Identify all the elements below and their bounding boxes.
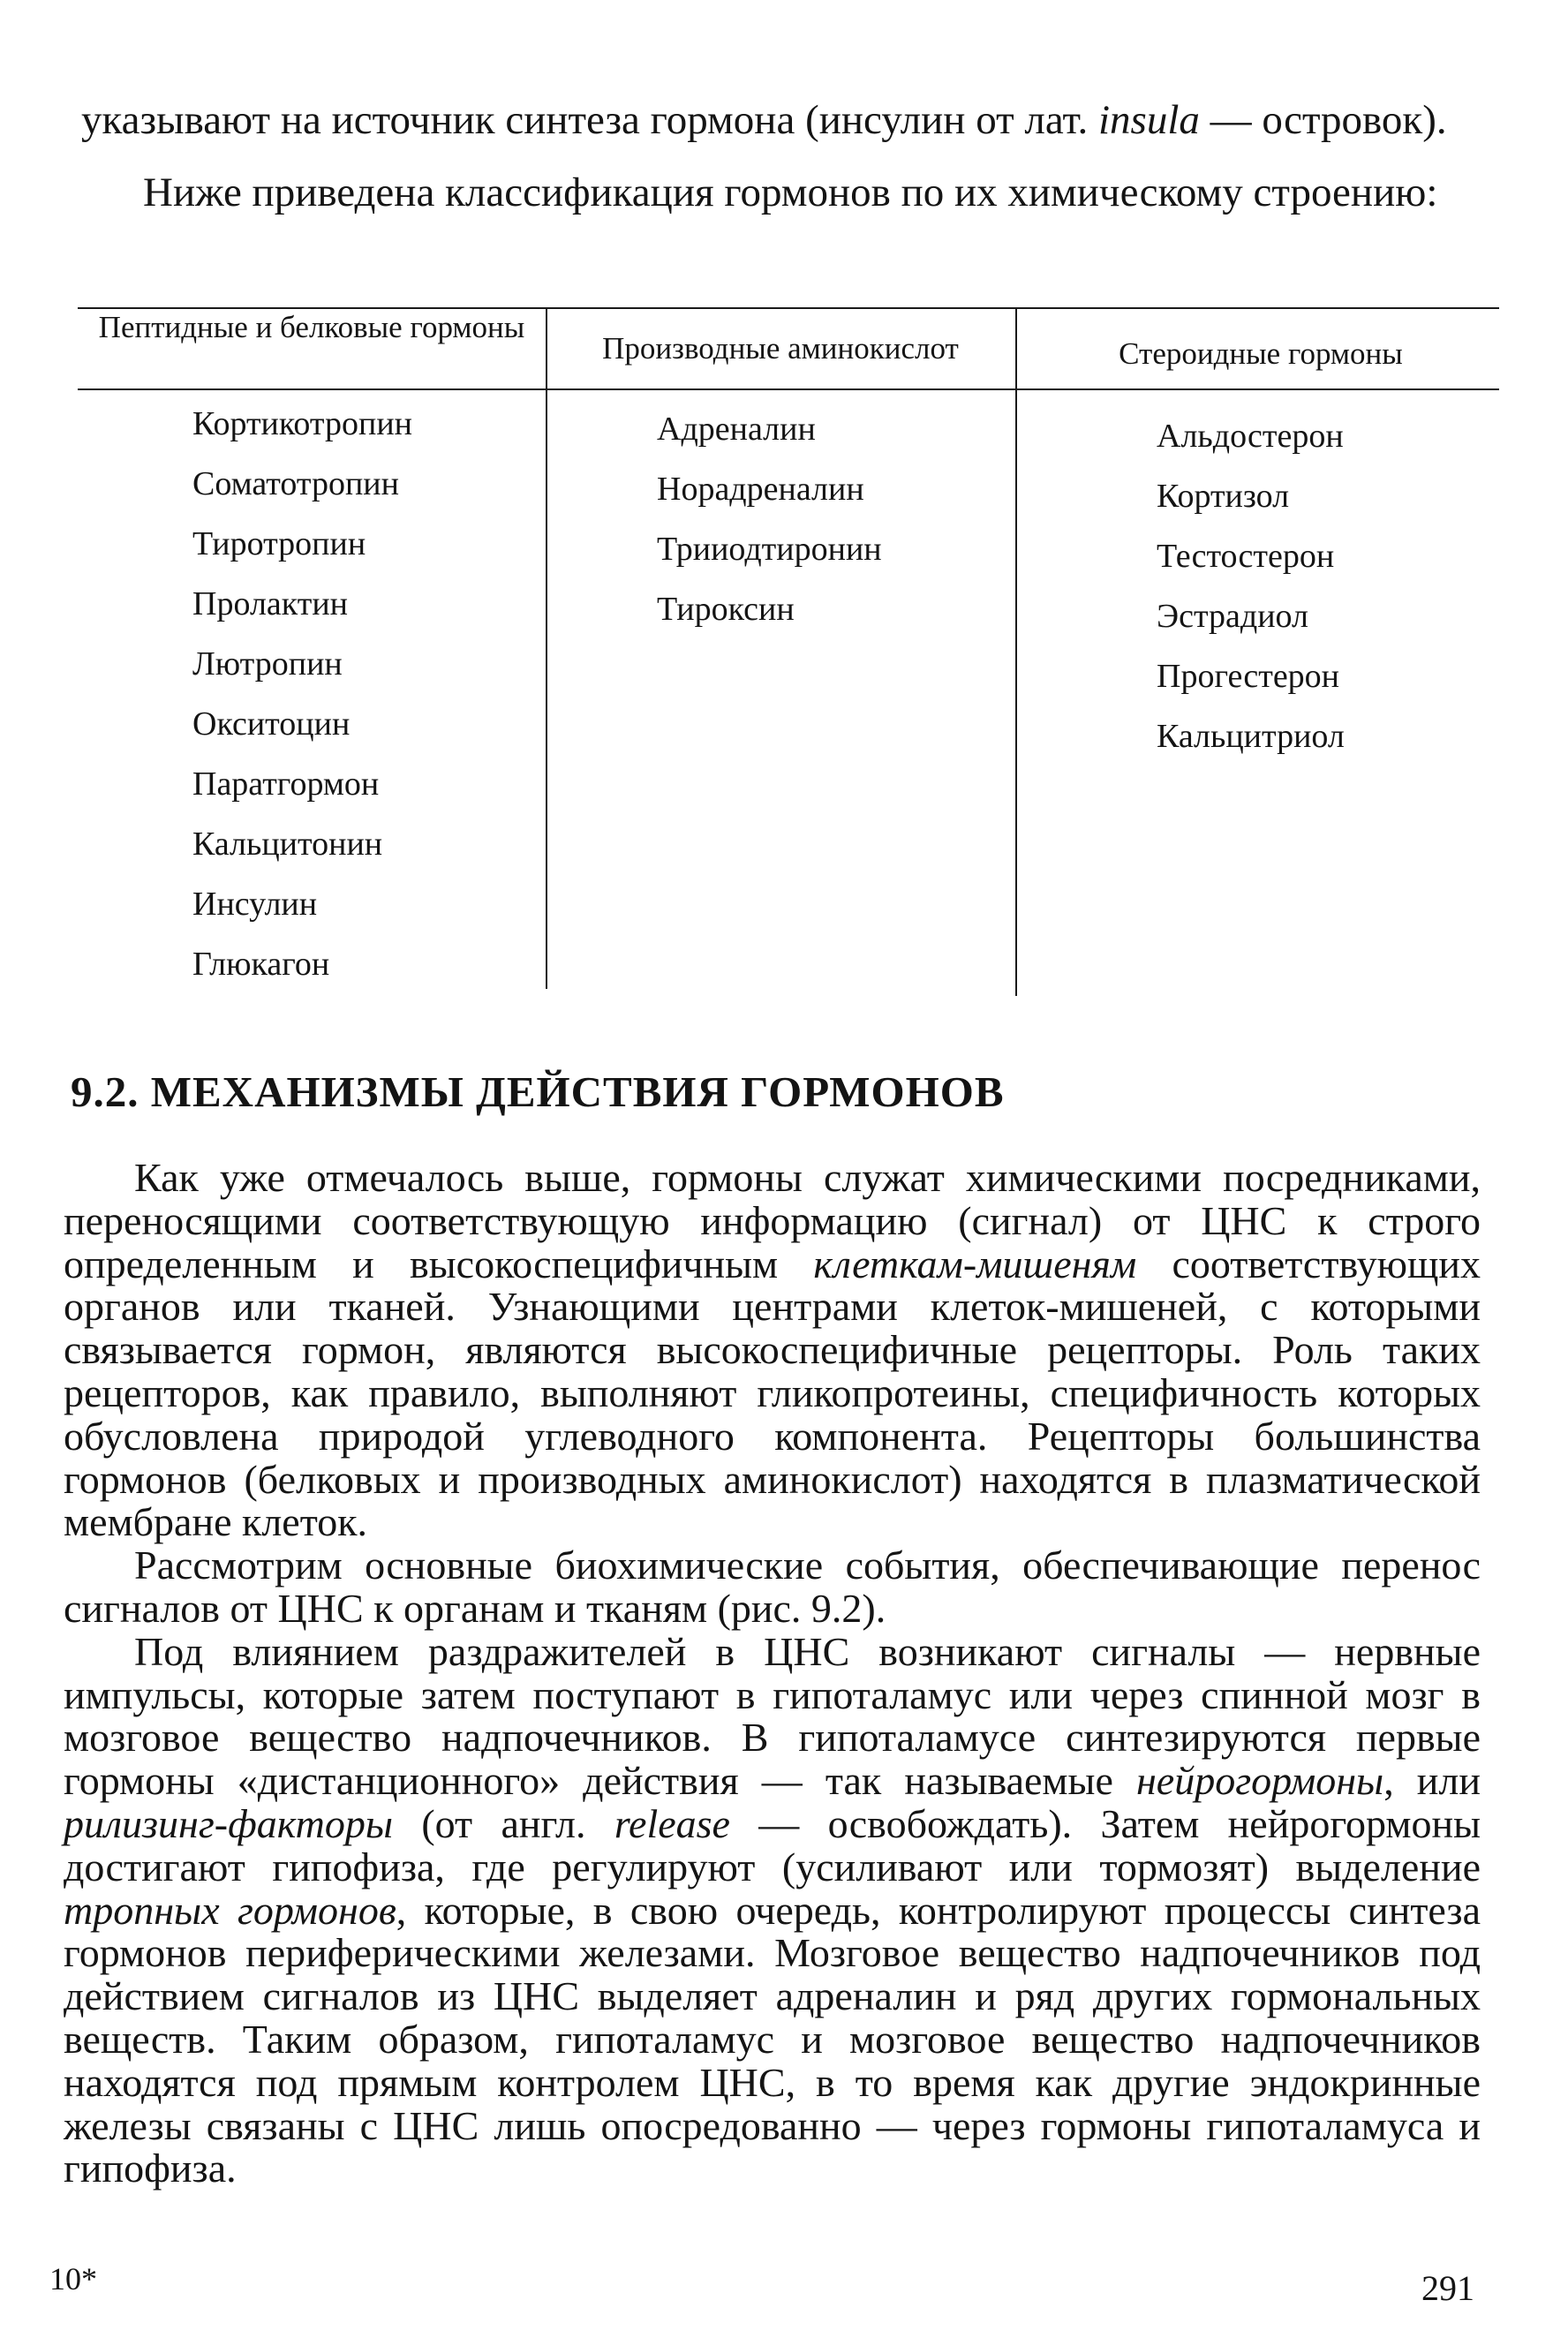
column-divider: [1015, 307, 1017, 996]
header-amino-acid-derivatives: Производные аминокислот: [602, 331, 959, 366]
printer-signature-mark: 10*: [49, 2261, 97, 2297]
intro-paragraph-2: Ниже приведена классификация гормонов по их химическому строению:: [143, 170, 1438, 215]
list-item: Лютропин: [192, 645, 343, 683]
list-item: Адреналин: [657, 411, 816, 448]
steroid-hormone-list: [1157, 406, 1345, 766]
column-divider: [546, 307, 547, 989]
list-item: Тироксин: [657, 591, 795, 628]
list-item: Паратгормон: [192, 766, 380, 803]
peptide-hormone-list: [192, 394, 412, 994]
list-item: Прогестерон: [1157, 658, 1340, 695]
list-item: Трииодтиронин: [657, 531, 882, 568]
list-item: Окситоцин: [192, 705, 351, 743]
list-item: Норадреналин: [657, 471, 864, 508]
list-item: Инсулин: [192, 886, 318, 923]
list-item: Соматотропин: [192, 465, 399, 502]
section-heading: 9.2. МЕХАНИЗМЫ ДЕЙСТВИЯ ГОРМОНОВ: [71, 1067, 1005, 1116]
body-paragraph-1: Как уже отмечалось выше, гормоны служат химическими посредниками, переносящими соответствующую информацию (сигнал) от ЦНС к строго определенным и высокоспецифичным клеткам-мишеням соответствующих органов или тканей. Узнающими центрами клеток-мишеней, с которыми связывается гормон, являются высокоспецифичные рецепторы. Роль таких рецепторов, как правило, выполняют гликопротеины, специфичность которых обусловлена природой углеводного компонента. Рецепторы большинства гормонов (белковых и производных аминокислот) находятся в плазматической мембране клеток.: [64, 1155, 1481, 1545]
list-item: Альдостерон: [1157, 418, 1344, 455]
page-number: 291: [1421, 2268, 1474, 2308]
list-item: Эстрадиол: [1157, 598, 1309, 635]
list-item: Кортикотропин: [192, 405, 413, 442]
body-paragraph-3: Под влиянием раздражителей в ЦНС возникают сигналы — нервные импульсы, которые затем поступают в гипоталамус или через спинной мозг в мозговое вещество надпочечников. В гипоталамусе синтезируются первые гормоны «дистанционного» действия — так называемые нейрогормоны, или рилизинг-факторы (от англ. release — освобождать). Затем нейрогормоны достигают гипофиза, где регулируют (усиливают или тормозят) выделение тропных гормонов, которые, в свою очередь, контролируют процессы синтеза гормонов периферическими железами. Мозговое вещество надпочечников под действием сигналов из ЦНС выделяет адреналин и ряд других гормональных веществ. Таким образом, гипоталамус и мозговое вещество надпочечников находятся под прямым контролем ЦНС, в то время как другие эндокринные железы связаны с ЦНС лишь опосредованно — через гормоны гипоталамуса и гипофиза.: [64, 1628, 1481, 2191]
list-item: Тиротропин: [192, 525, 366, 562]
list-item: Кальцитриол: [1157, 718, 1345, 755]
intro-text: [81, 95, 1494, 217]
header-steroid: Стероидные гормоны: [1119, 336, 1403, 371]
hormone-classification-table: [78, 307, 1499, 996]
list-item: Кортизол: [1157, 478, 1290, 515]
intro-paragraph-1: указывают на источник синтеза гормона (инсулин от лат. insula — островок).: [81, 97, 1447, 143]
list-item: Пролактин: [192, 585, 349, 622]
body-paragraph-2: Рассмотрим основные биохимические события, обеспечивающие перенос сигналов от ЦНС к органам и тканям (рис. 9.2).: [64, 1542, 1481, 1631]
header-peptide: Пептидные и белковые гормоны: [98, 310, 525, 344]
list-item: Кальцитонин: [192, 826, 383, 863]
section-body: [64, 1157, 1481, 2191]
list-item: Тестостерон: [1157, 538, 1335, 575]
amino-acid-derivative-list: [657, 399, 882, 639]
list-item: Глюкагон: [192, 946, 330, 983]
table-header-rule: [78, 388, 1499, 390]
